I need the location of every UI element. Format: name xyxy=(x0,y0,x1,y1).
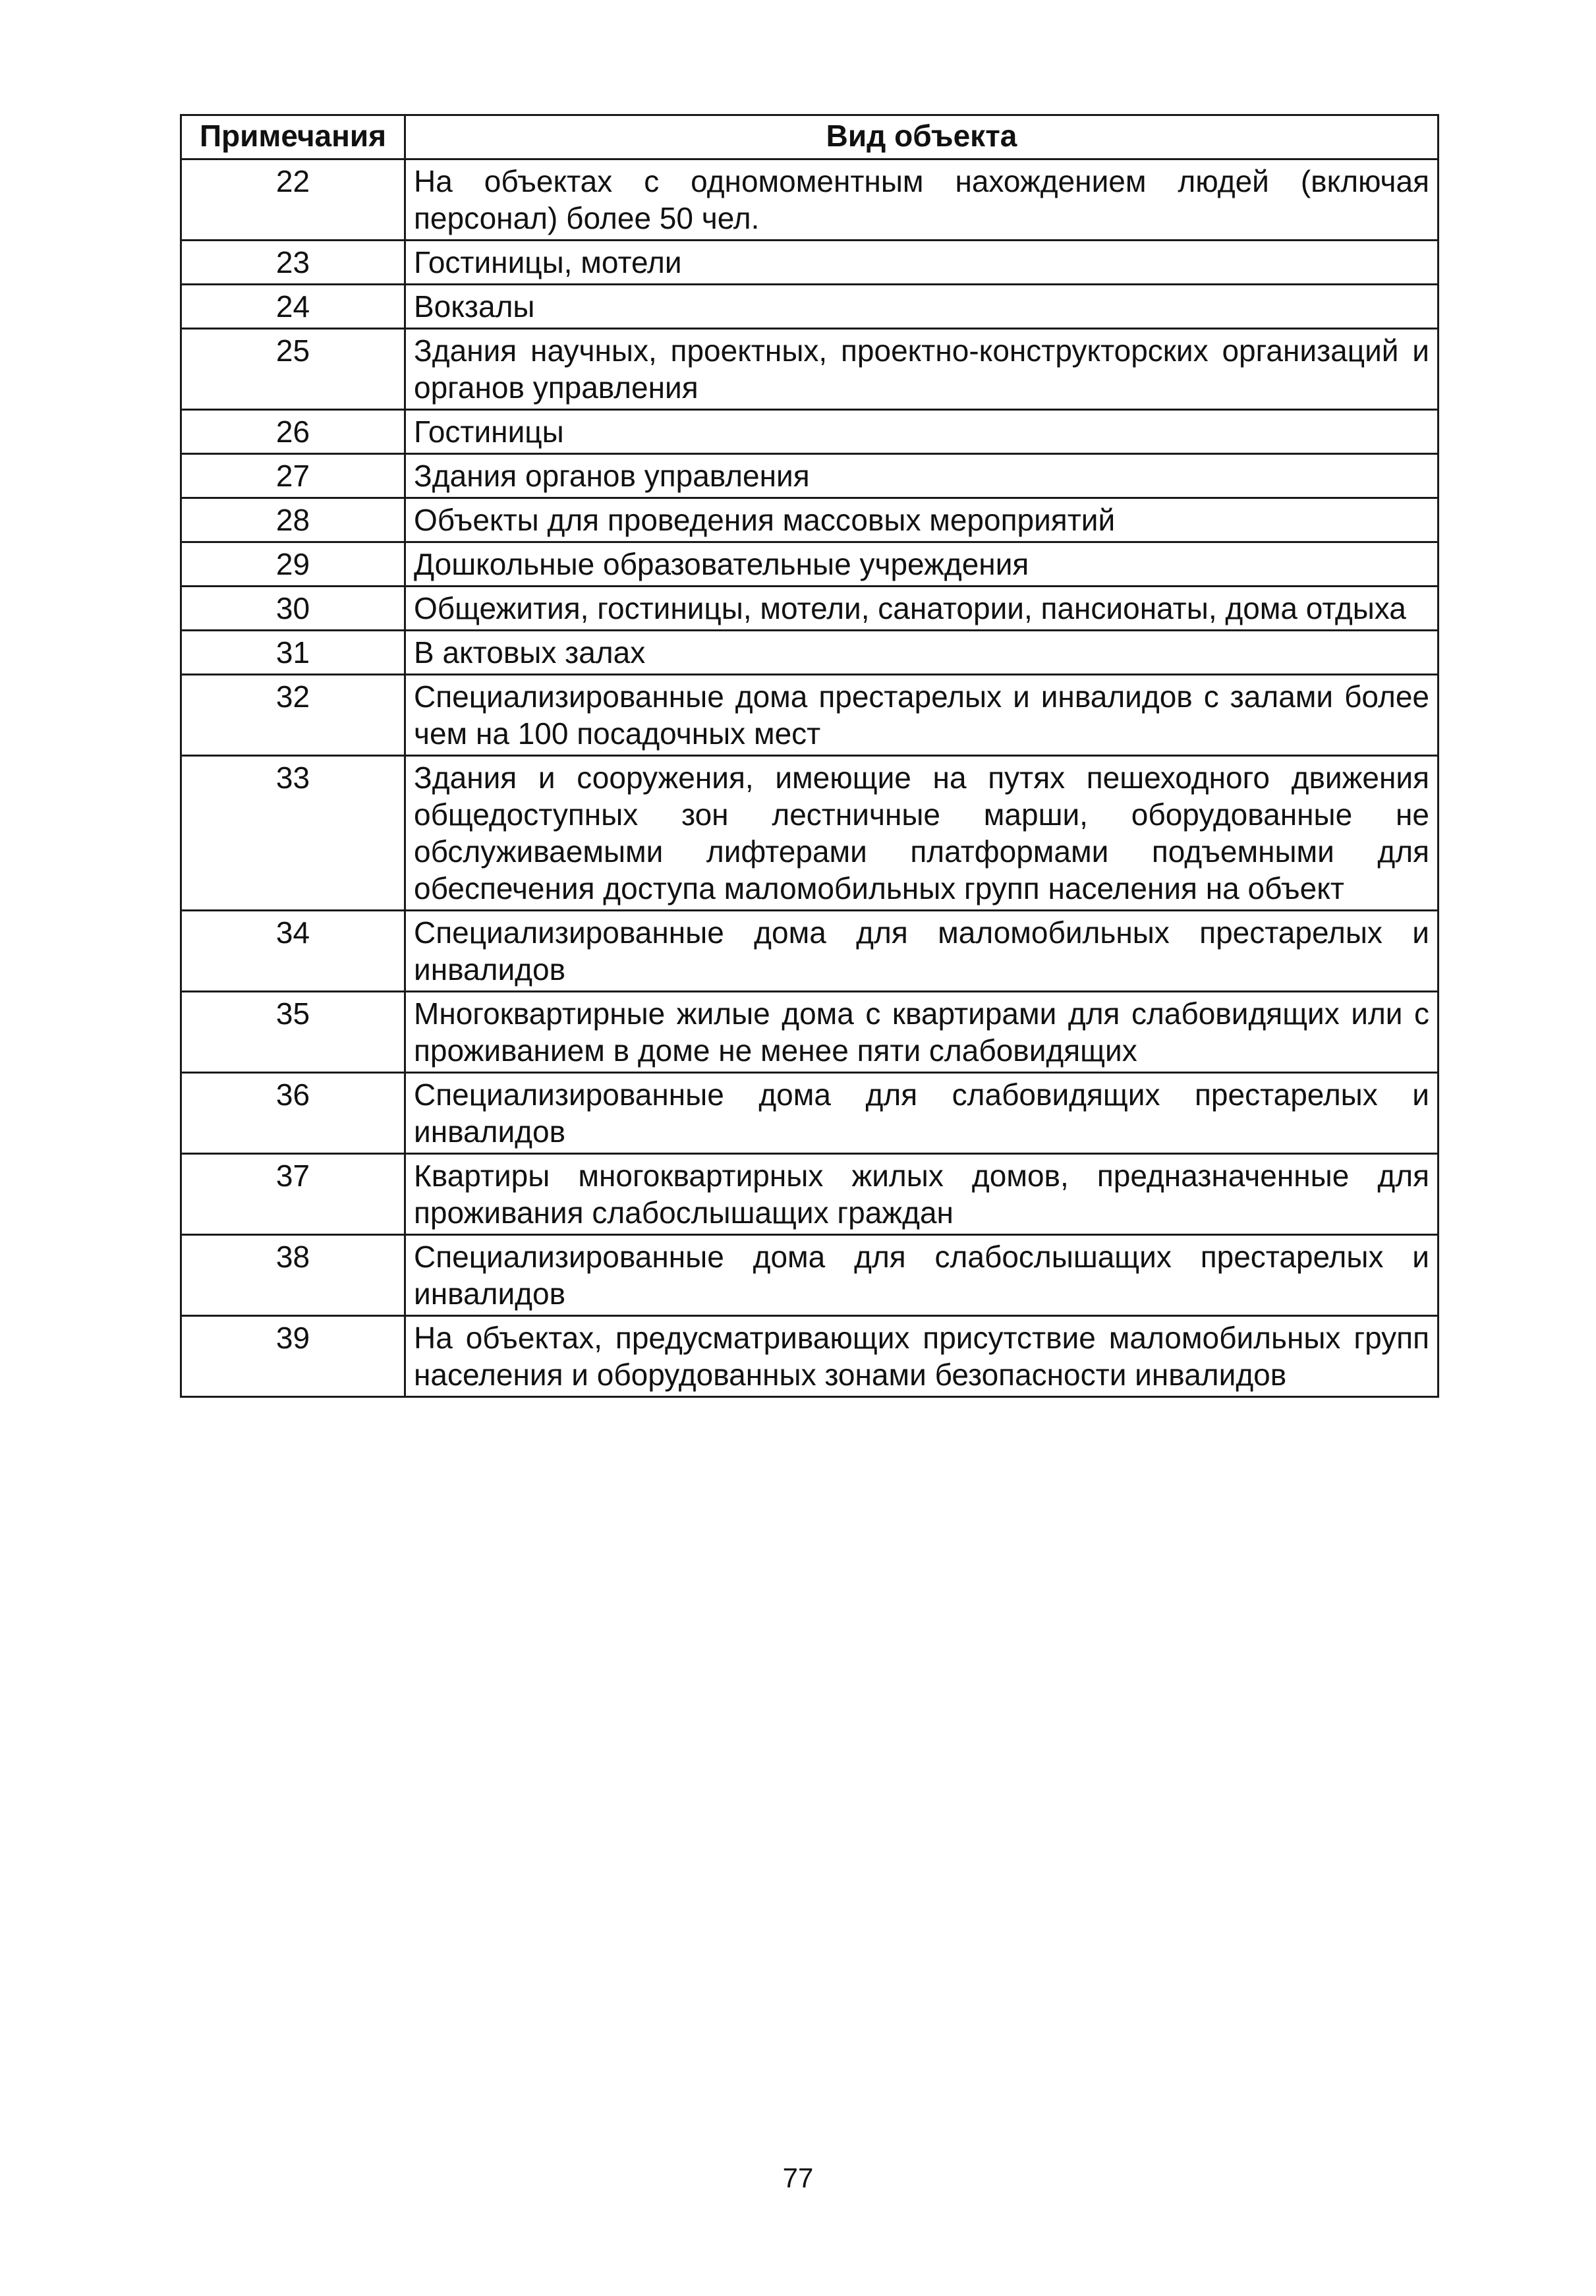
table-row xyxy=(181,1073,1439,1154)
row-number: 22 xyxy=(181,159,405,241)
row-number: 26 xyxy=(181,410,405,454)
table-row xyxy=(181,241,1439,285)
row-description: Специализированные дома престарелых и инвалидов с залами более чем на 100 посадочных мест xyxy=(405,675,1439,756)
table-row xyxy=(181,542,1439,587)
row-number: 33 xyxy=(181,756,405,911)
row-description: Здания органов управления xyxy=(405,454,1439,498)
table-row xyxy=(181,454,1439,498)
header-object-type: Вид объекта xyxy=(405,115,1439,159)
row-number: 24 xyxy=(181,285,405,329)
row-description: Дошкольные образовательные учреждения xyxy=(405,542,1439,587)
row-number: 36 xyxy=(181,1073,405,1154)
row-description: В актовых залах xyxy=(405,631,1439,675)
row-description: На объектах с одномоментным нахождением людей (включая персонал) более 50 чел. xyxy=(405,159,1439,241)
table-header-row xyxy=(181,115,1439,159)
row-description: На объектах, предусматривающих присутствие маломобильных групп населения и оборудованных зонами безопасности инвалидов xyxy=(405,1316,1439,1397)
row-number: 39 xyxy=(181,1316,405,1397)
notes-table-container xyxy=(180,114,1437,1398)
table-row xyxy=(181,498,1439,542)
header-notes: Примечания xyxy=(181,115,405,159)
table-row xyxy=(181,329,1439,410)
table-row xyxy=(181,675,1439,756)
row-description: Специализированные дома для маломобильных престарелых и инвалидов xyxy=(405,911,1439,992)
page-number: 77 xyxy=(782,2162,814,2193)
table-row xyxy=(181,911,1439,992)
table-row xyxy=(181,756,1439,911)
row-number: 37 xyxy=(181,1154,405,1235)
table-row xyxy=(181,631,1439,675)
row-number: 29 xyxy=(181,542,405,587)
row-description: Объекты для проведения массовых мероприятий xyxy=(405,498,1439,542)
row-description: Специализированные дома для слабослышащих престарелых и инвалидов xyxy=(405,1235,1439,1316)
table-row xyxy=(181,159,1439,241)
table-row xyxy=(181,587,1439,631)
notes-table xyxy=(180,114,1439,1398)
table-row xyxy=(181,1316,1439,1397)
row-number: 31 xyxy=(181,631,405,675)
row-description: Здания научных, проектных, проектно-конструкторских организаций и органов управления xyxy=(405,329,1439,410)
table-row xyxy=(181,992,1439,1073)
table-row xyxy=(181,1154,1439,1235)
row-number: 35 xyxy=(181,992,405,1073)
row-number: 28 xyxy=(181,498,405,542)
row-description: Многоквартирные жилые дома с квартирами для слабовидящих или с проживанием в доме не менее пяти слабовидящих xyxy=(405,992,1439,1073)
row-number: 34 xyxy=(181,911,405,992)
row-number: 27 xyxy=(181,454,405,498)
row-description: Квартиры многоквартирных жилых домов, предназначенные для проживания слабослышащих граждан xyxy=(405,1154,1439,1235)
row-description: Вокзалы xyxy=(405,285,1439,329)
row-description: Гостиницы, мотели xyxy=(405,241,1439,285)
table-row xyxy=(181,1235,1439,1316)
row-description: Специализированные дома для слабовидящих престарелых и инвалидов xyxy=(405,1073,1439,1154)
row-description: Здания и сооружения, имеющие на путях пешеходного движения общедоступных зон лестничные марши, оборудованные не обслуживаемыми лифтерами платформами подъемными для обеспечения доступа маломобильных групп населения на объект xyxy=(405,756,1439,911)
row-number: 38 xyxy=(181,1235,405,1316)
row-number: 30 xyxy=(181,587,405,631)
row-number: 23 xyxy=(181,241,405,285)
table-row xyxy=(181,410,1439,454)
row-number: 32 xyxy=(181,675,405,756)
row-description: Гостиницы xyxy=(405,410,1439,454)
row-description: Общежития, гостиницы, мотели, санатории, пансионаты, дома отдыха xyxy=(405,587,1439,631)
table-row xyxy=(181,285,1439,329)
row-number: 25 xyxy=(181,329,405,410)
